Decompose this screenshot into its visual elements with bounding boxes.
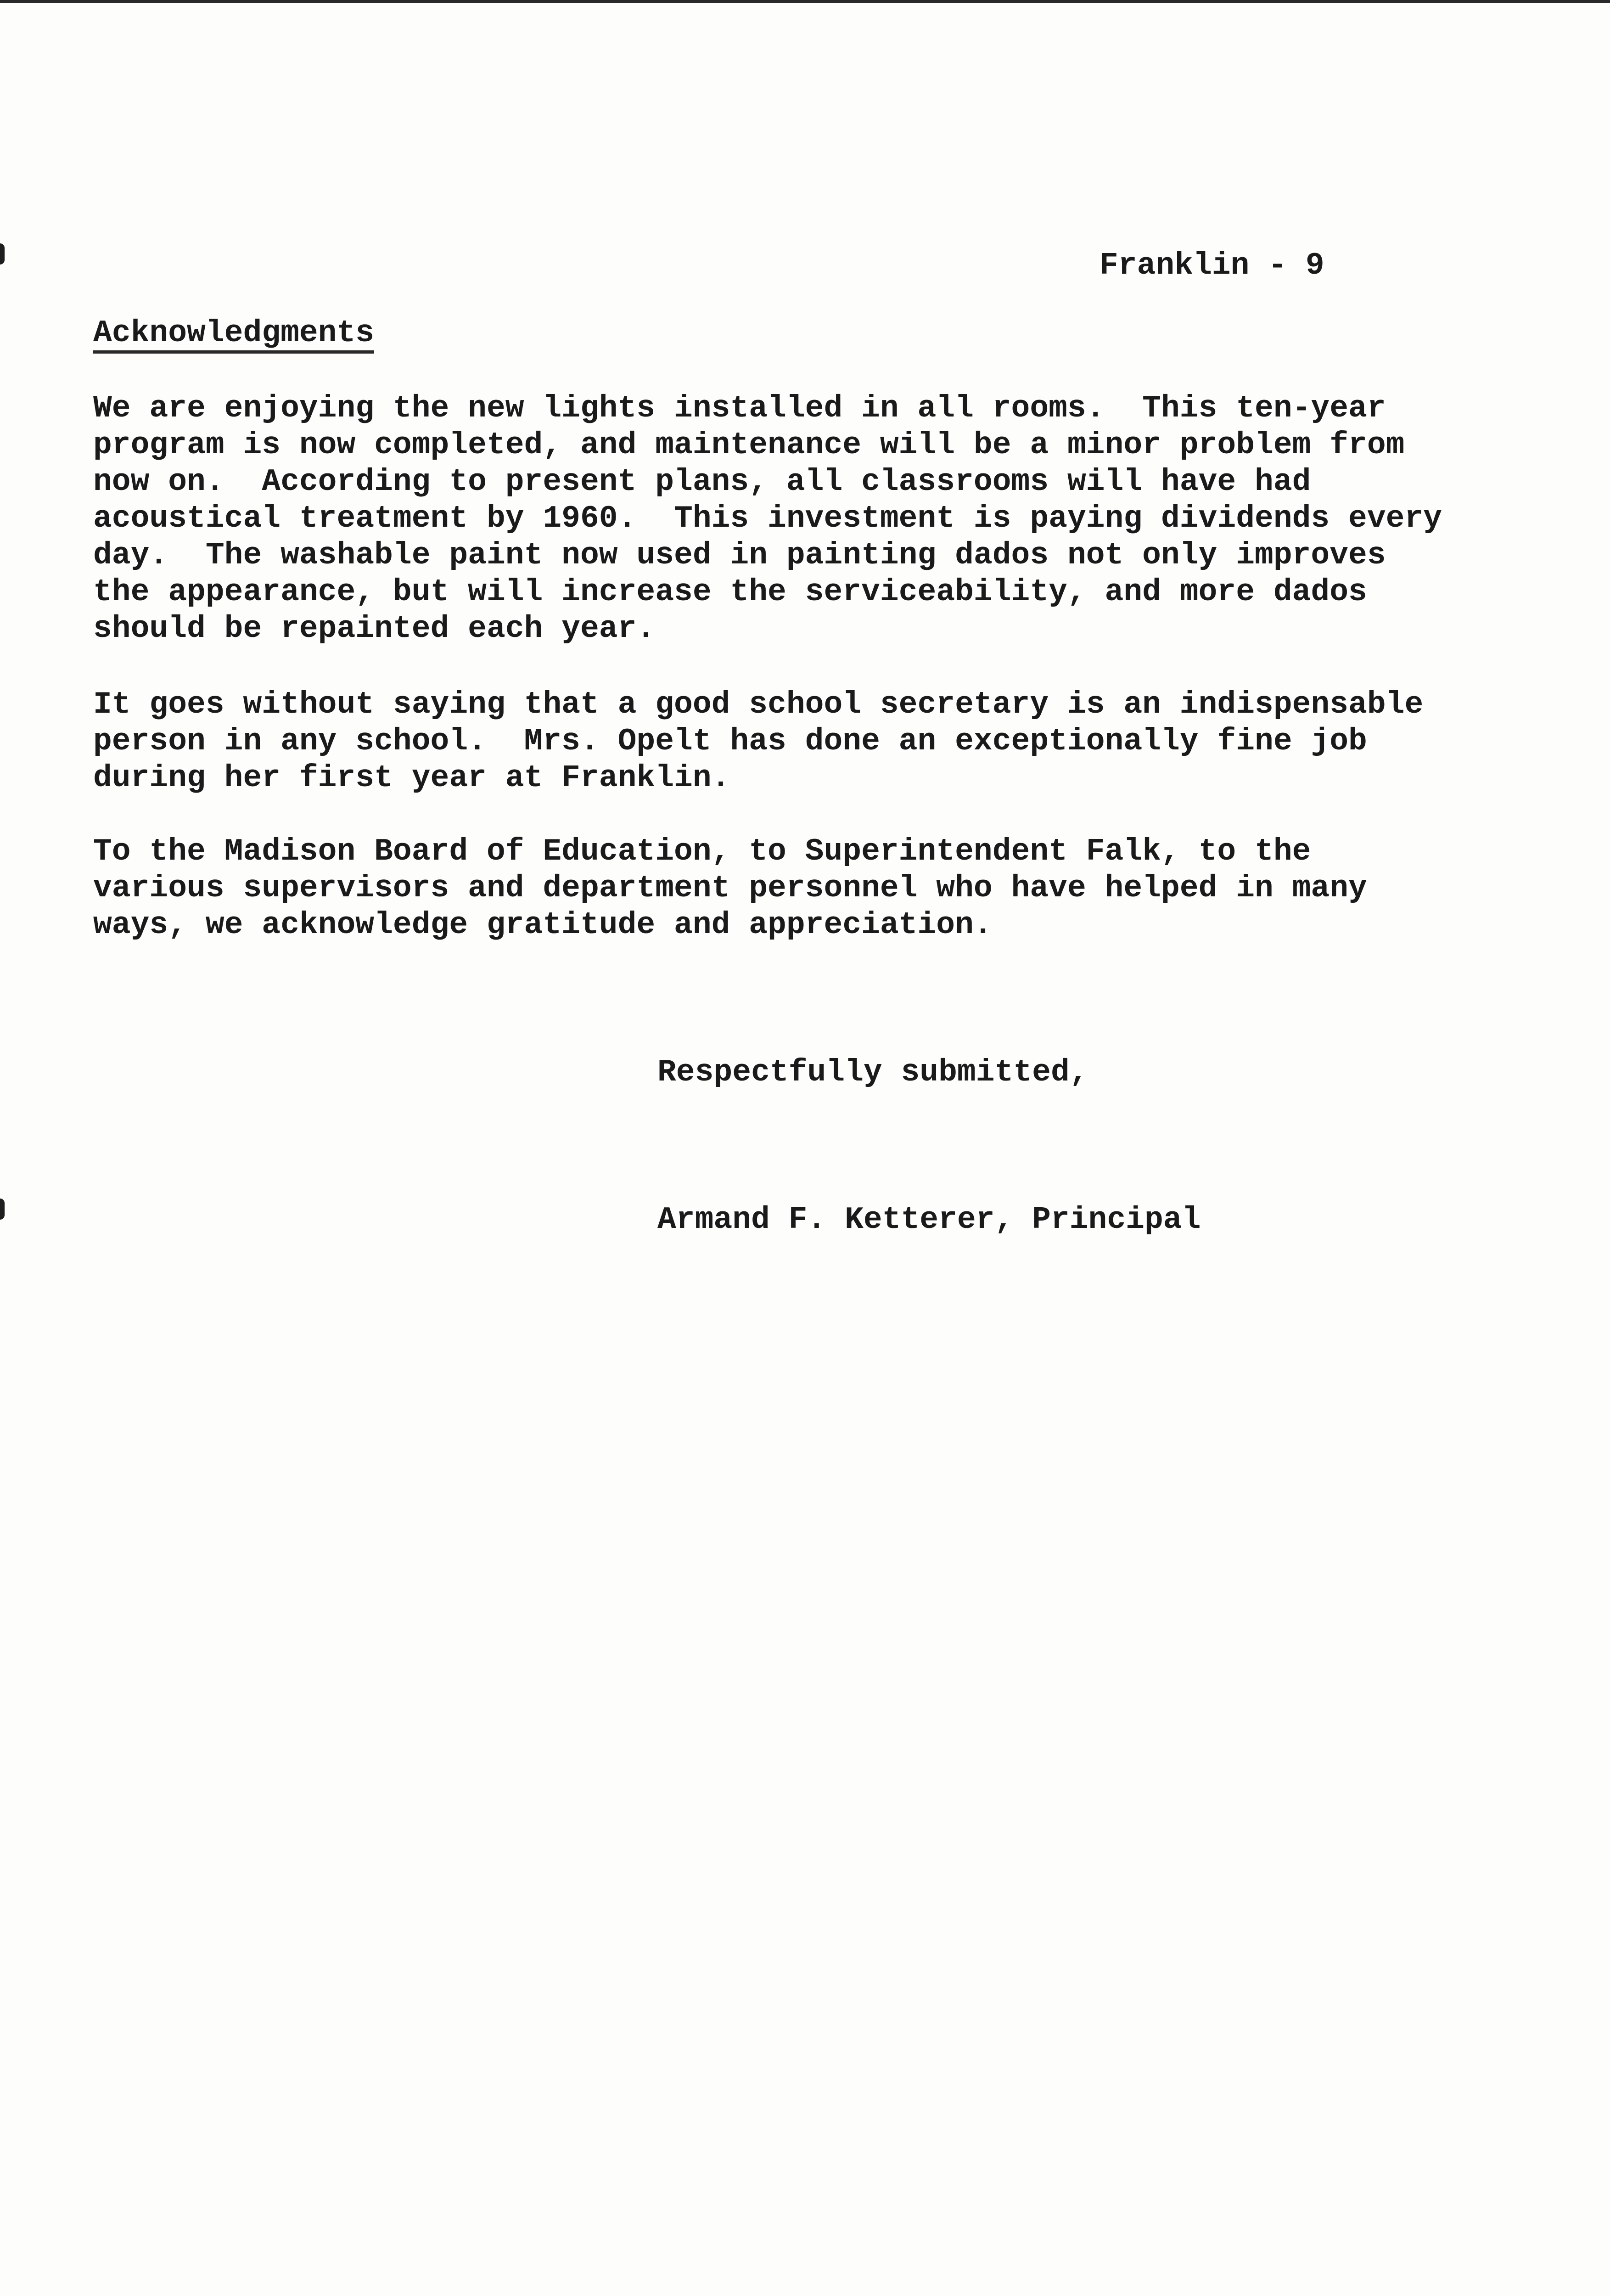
paragraph-line: the appearance, but will increase the serviceability, and more dados [93,574,1367,610]
paragraph-line: acoustical treatment by 1960. This investment is paying dividends every [93,501,1442,536]
paragraph-line: It goes without saying that a good school secretary is an indispensable [93,687,1424,722]
signature-line: Armand F. Ketterer, Principal [657,1202,1201,1238]
page-reference: Franklin - 9 [1100,248,1324,283]
binder-hole-mark-bottom [0,1199,5,1220]
binder-hole-mark-top [0,243,5,264]
paragraph-line: now on. According to present plans, all classrooms will have had [93,464,1311,500]
paragraph-line: To the Madison Board of Education, to Superintendent Falk, to the [93,834,1311,869]
paragraph-line: ways, we acknowledge gratitude and appreciation. [93,907,993,943]
paragraph-gratitude [93,833,1470,944]
paragraph-line: should be repainted each year. [93,611,656,647]
paragraph-line: during her first year at Franklin. [93,760,730,796]
paragraph-line: person in any school. Mrs. Opelt has done an exceptionally fine job [93,724,1367,759]
paragraph-school-secretary [93,687,1470,797]
closing-salutation: Respectfully submitted, [657,1055,1088,1090]
paragraph-line: day. The washable paint now used in painting dados not only improves [93,538,1386,573]
paragraph-line: program is now completed, and maintenance will be a minor problem from [93,428,1405,463]
paragraph-line: We are enjoying the new lights installed in all rooms. This ten-year [93,391,1386,426]
paragraph-lights-maintenance [93,390,1470,647]
page-top-edge [0,0,1610,3]
section-heading: Acknowledgments [93,317,374,354]
paragraph-line: various supervisors and department personnel who have helped in many [93,871,1367,906]
